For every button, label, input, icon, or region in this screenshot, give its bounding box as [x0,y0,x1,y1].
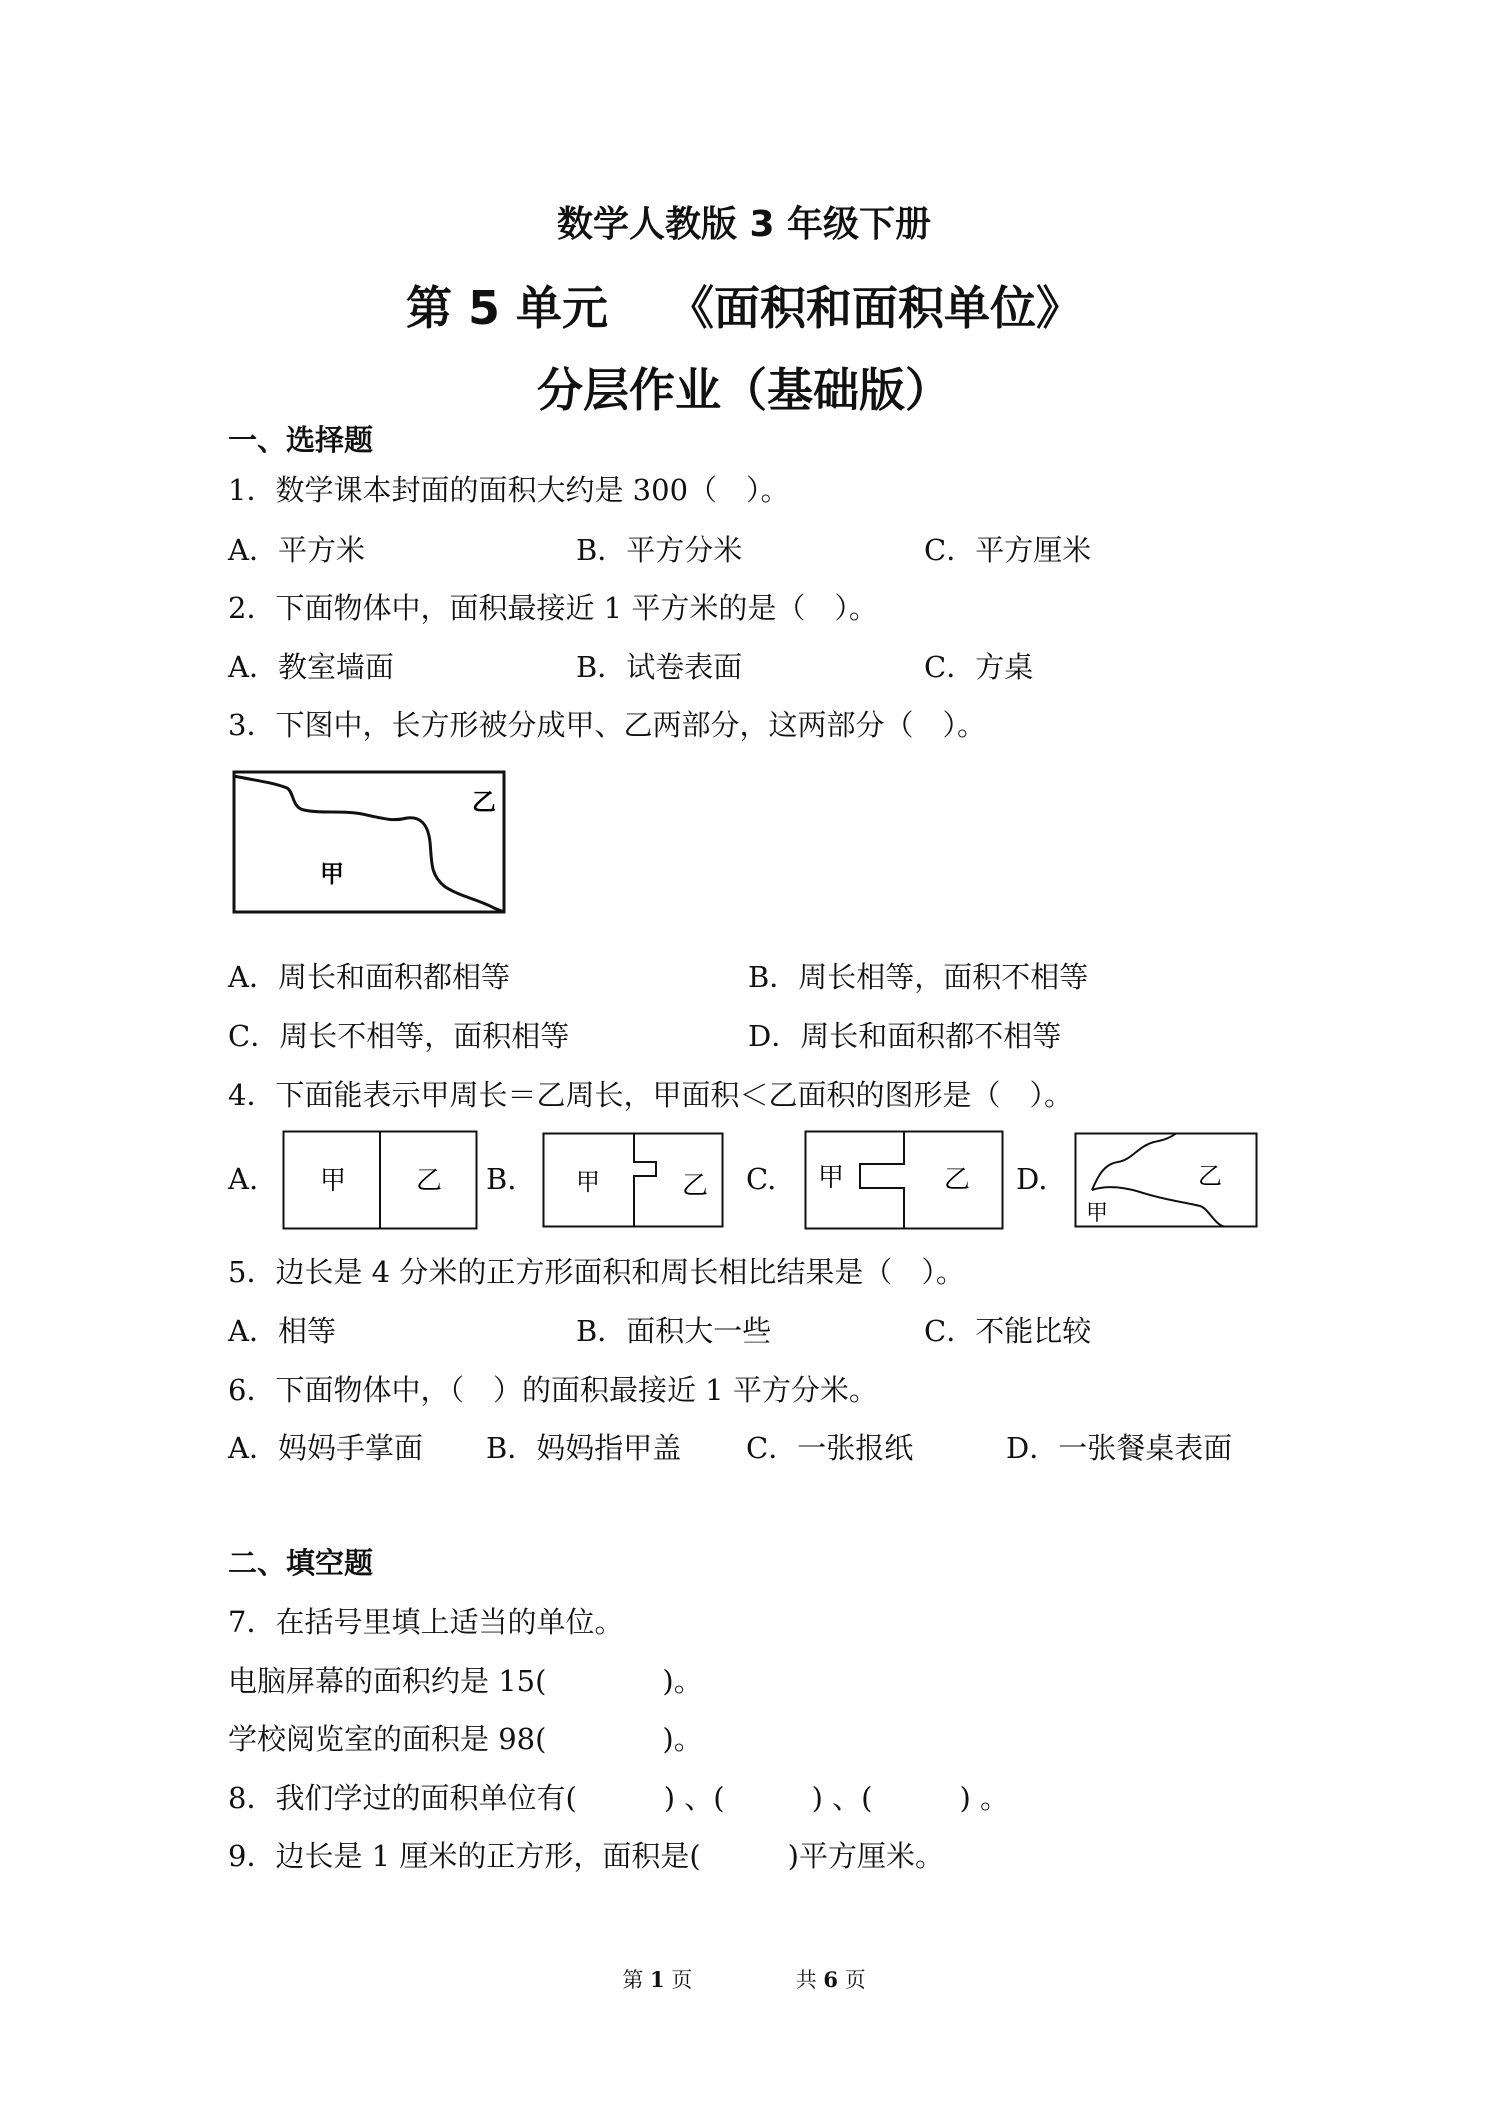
q4-figure-a [282,1130,478,1230]
q4c-label-yi: 乙 [944,1165,971,1195]
q6-option-b: B．妈妈指甲盖 [486,1431,682,1465]
unit-name: 《面积和面积单位》 [668,281,1083,335]
q4-figure-d [1074,1132,1258,1228]
unit-number: 第 5 单元 [405,281,609,335]
subject-title: 数学人教版 3 年级下册 [556,204,932,245]
footer-total-pre: 共 [795,1968,817,1992]
q6-option-d: D．一张餐桌表面 [1006,1431,1233,1465]
q1-option-c: C．平方厘米 [924,533,1092,567]
q3-rectangle-figure [232,770,508,916]
worksheet-level-title: 分层作业（基础版） [537,363,951,417]
q2-option-a: A．教室墙面 [228,650,394,684]
question-5: 5．边长是 4 分米的正方形面积和周长相比结果是（ ）。 [228,1255,965,1289]
question-9: 9．边长是 1 厘米的正方形，面积是( )平方厘米。 [228,1839,944,1873]
q4b-label-yi: 乙 [682,1171,709,1201]
q5-option-c: C．不能比较 [924,1314,1092,1348]
q3-option-a: A．周长和面积都相等 [228,960,510,994]
q4d-label-yi: 乙 [1198,1162,1222,1190]
question-4: 4．下面能表示甲周长＝乙周长，甲面积＜乙面积的图形是（ ）。 [228,1078,1073,1112]
q6-option-a: A．妈妈手掌面 [228,1431,423,1465]
q3-dividing-curve [234,776,504,912]
question-2: 2．下面物体中，面积最接近 1 平方米的是（ ）。 [228,591,878,625]
q4-option-b-label: B. [486,1162,517,1196]
footer-total-post: 页 [844,1968,866,1992]
q7-line-2: 学校阅览室的面积是 98( )。 [228,1722,703,1756]
page-footer [0,1964,1488,1994]
q4d-label-jia: 甲 [1086,1201,1109,1226]
question-3: 3．下图中，长方形被分成甲、乙两部分，这两部分（ ）。 [228,708,986,742]
q5-option-a: A．相等 [228,1314,336,1348]
q4-figure-b [542,1132,724,1228]
q4a-label-yi: 乙 [416,1166,443,1196]
question-7: 7．在括号里填上适当的单位。 [228,1605,624,1639]
q3-label-yi: 乙 [472,788,496,816]
section-heading-fill: 二、填空题 [228,1546,374,1580]
section-heading-choice: 一、选择题 [228,423,374,457]
q4a-label-jia: 甲 [320,1166,347,1196]
footer-page-post: 页 [671,1968,693,1992]
q1-option-a: A．平方米 [228,533,365,567]
q3-option-b: B．周长相等，面积不相等 [748,960,1089,994]
q1-option-b: B．平方分米 [576,533,743,567]
question-8: 8．我们学过的面积单位有( ) 、( ) 、( ) 。 [228,1781,1009,1815]
q3-rectangle-outline [234,772,504,912]
q2-option-c: C．方桌 [924,650,1034,684]
q4b-label-jia: 甲 [576,1168,600,1196]
question-1: 1．数学课本封面的面积大约是 300（ ）。 [228,473,790,507]
q4-option-d-label: D. [1016,1162,1048,1196]
q3-option-d: D．周长和面积都不相等 [748,1019,1062,1053]
footer-page-pre: 第 [622,1968,644,1992]
q4-option-c-label: C. [746,1162,777,1196]
q4c-label-jia: 甲 [818,1163,845,1193]
unit-title [0,272,1488,338]
q7-line-1: 电脑屏幕的面积约是 15( )。 [228,1664,703,1698]
q4-option-a-label: A. [228,1162,259,1196]
q3-label-jia: 甲 [320,860,344,888]
q3-option-c: C．周长不相等，面积相等 [228,1019,570,1053]
footer-total-number: 6 [823,1967,838,1992]
footer-page-number: 1 [650,1967,665,1992]
q4-figure-c [804,1130,1004,1230]
q6-option-c: C．一张报纸 [746,1431,914,1465]
q5-option-b: B．面积大一些 [576,1314,772,1348]
q2-option-b: B．试卷表面 [576,650,743,684]
question-6: 6．下面物体中，（ ）的面积最接近 1 平方分米。 [228,1373,878,1407]
